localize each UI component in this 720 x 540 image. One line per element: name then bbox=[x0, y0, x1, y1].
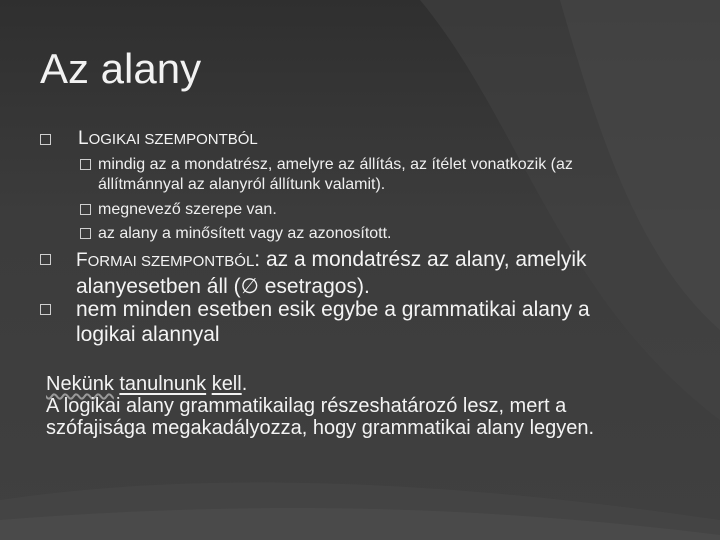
grammar-text: nem minden esetben esik egybe a grammatikai alany a logikai alannyal bbox=[76, 298, 590, 346]
explanation-text: A logikai alany grammatikailag részeshatározó lesz, mert a szófajisága megakadályozza, hogy grammatikai alany legyen. bbox=[46, 395, 595, 439]
square-bullet-icon bbox=[40, 304, 51, 315]
square-bullet-icon bbox=[40, 254, 51, 265]
slide-title: Az alany bbox=[40, 45, 202, 92]
square-bullet-icon bbox=[80, 228, 91, 239]
square-bullet-icon bbox=[80, 159, 91, 170]
example-word: tanulnunk bbox=[119, 373, 207, 395]
formal-text: FORMAI SZEMPONTBÓL: az a mondatrész az alany, amelyik alanyesetben áll (∅ esetragos). bbox=[76, 248, 587, 298]
logical-point-text: az alany a minősített vagy az azonosított. bbox=[98, 225, 392, 242]
logical-point-text: megnevező szerepe van. bbox=[98, 201, 277, 218]
example-word: kell bbox=[211, 373, 242, 395]
example-note bbox=[46, 373, 646, 439]
example-sentence: Nekünk tanulnunk kell. bbox=[46, 373, 248, 395]
logical-heading: LOGIKAI SZEMPONTBÓL bbox=[78, 128, 258, 149]
logical-point-text: mindig az a mondatrész, amelyre az állítás, az ítélet vonatkozik (az állítmánnyal az alanyról állítunk valamit). bbox=[98, 156, 573, 193]
example-word: Nekünk bbox=[46, 373, 114, 395]
square-bullet-icon bbox=[40, 134, 51, 145]
square-bullet-icon bbox=[80, 204, 91, 215]
